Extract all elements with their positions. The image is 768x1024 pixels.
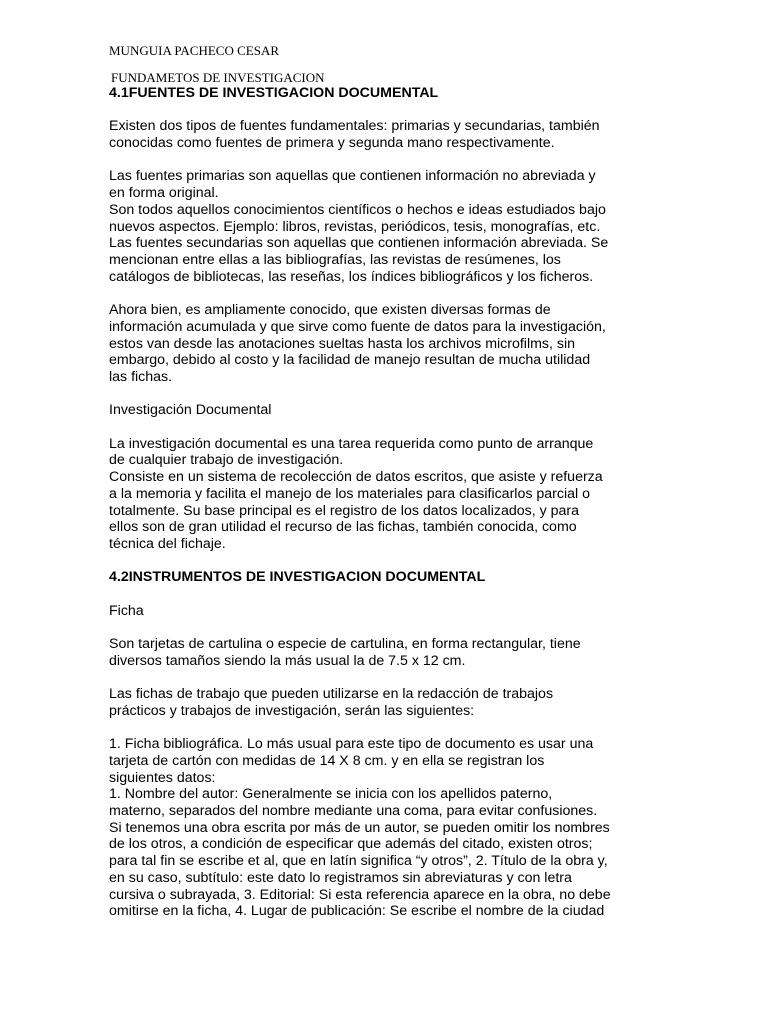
text-line: de cualquier trabajo de investigación. — [109, 452, 344, 469]
text-line: nuevos aspectos. Ejemplo: libros, revistas, periódicos, tesis, monografías, etc. — [109, 218, 601, 235]
paragraph-gap — [109, 619, 669, 636]
text-line: prácticos y trabajos de investigación, serán las siguientes: — [109, 702, 475, 719]
text-line: 1. Ficha bibliográfica. Lo más usual para este tipo de documento es usar una — [109, 736, 594, 753]
paragraph-gap — [109, 553, 669, 570]
text-line: siguientes datos: — [109, 769, 216, 786]
paragraph-ficha-bibliografica — [109, 736, 669, 920]
text-line: información acumulada y que sirve como fuente de datos para la investigación, — [109, 318, 606, 335]
text-line: técnica del fichaje. — [109, 535, 226, 552]
text-line: 1. Nombre del autor: Generalmente se inicia con los apellidos paterno, — [109, 786, 553, 803]
paragraph-gap — [109, 720, 669, 737]
text-line: Son todos aquellos conocimientos científicos o hechos e ideas estudiados bajo — [109, 201, 606, 218]
paragraph-gap — [109, 386, 669, 403]
text-line: embargo, debido al costo y la facilidad de manejo resultan de mucha utilidad — [109, 352, 591, 369]
text-line: mencionan entre ellas a las bibliografías, las revistas de resúmenes, los — [109, 252, 561, 268]
text-line: conocidas como fuentes de primera y segunda mano respectivamente. — [109, 135, 555, 152]
text-line: las fichas. — [109, 368, 173, 385]
text-line: de los otros, a condición de especificar que además del citado, existen otros; — [109, 836, 593, 853]
subheading-investigacion-documental: Investigación Documental — [109, 402, 272, 419]
text-line: materno, separados del nombre mediante una coma, para evitar confusiones. — [109, 803, 598, 820]
text-line: ellos son de gran utilidad el recurso de las fichas, también conocida, como — [109, 519, 577, 536]
paragraph-informacion-acumulada — [109, 302, 669, 386]
text-line: para tal fin se escribe et al, que en latín significa “y otros”, 2. Título de la obra y, — [109, 853, 608, 870]
text-line: diversos tamaños siendo la más usual la de 7.5 x 12 cm. — [109, 652, 466, 669]
paragraph-ficha-definicion — [109, 636, 669, 669]
text-line: catálogos de bibliotecas, las reseñas, los índices bibliográficos y los ficheros. — [109, 268, 594, 285]
text-line: totalmente. Su base principal es el registro de los datos localizados, y para — [109, 502, 580, 519]
text-line: Consiste en un sistema de recolección de datos escritos, que asiste y refuerza — [109, 469, 603, 486]
paragraph-gap — [109, 586, 669, 603]
author-name: MUNGUIA PACHECO CESAR — [109, 43, 279, 58]
text-line: en forma original. — [109, 185, 219, 202]
text-line: Son tarjetas de cartulina o especie de cartulina, en forma rectangular, tiene — [109, 636, 581, 653]
text-line: tarjeta de cartón con medidas de 14 X 8 cm. y en ella se registran los — [109, 752, 545, 769]
subheading-ficha: Ficha — [109, 602, 144, 619]
paragraph-investigacion-documental — [109, 436, 669, 553]
text-line: Si tenemos una obra escrita por más de un autor, se pueden omitir los nombres — [109, 819, 610, 836]
text-line: Las fuentes primarias son aquellas que contienen información no abreviada y — [109, 168, 596, 185]
text-line: omitirse en la ficha, 4. Lugar de publicación: Se escribe el nombre de la ciudad — [109, 903, 605, 920]
paragraph-gap — [109, 419, 669, 436]
paragraph-gap — [109, 152, 669, 169]
text-line: La investigación documental es una tarea requerida como punto de arranque — [109, 435, 594, 452]
text-line: Las fichas de trabajo que pueden utilizarse en la redacción de trabajos — [109, 686, 554, 703]
text-line: estos van desde las anotaciones sueltas hasta los archivos microfilms, sin — [109, 335, 576, 352]
course-title: FUNDAMETOS DE INVESTIGACION — [111, 70, 325, 85]
paragraph-fuentes-primarias — [109, 168, 669, 285]
document-body — [109, 85, 669, 920]
text-line: Existen dos tipos de fuentes fundamentales: primarias y secundarias, también — [109, 118, 600, 135]
text-line: cursiva o subrayada, 3. Editorial: Si esta referencia aparece en la obra, no debe — [109, 886, 611, 903]
text-line: Ahora bien, es ampliamente conocido, que existen diversas formas de — [109, 302, 551, 319]
paragraph-gap — [109, 102, 669, 119]
text-line: en su caso, subtítulo: este dato lo registramos sin abreviaturas y con letra — [109, 869, 572, 886]
paragraph-fuentes-tipos — [109, 118, 669, 151]
section-heading-4-1: 4.1FUENTES DE INVESTIGACION DOCUMENTAL — [109, 85, 439, 101]
section-heading-4-2: 4.2INSTRUMENTOS DE INVESTIGACION DOCUMENTAL — [109, 569, 486, 586]
text-line: a la memoria y facilita el manejo de los materiales para clasificarlos parcial o — [109, 485, 591, 502]
paragraph-gap — [109, 285, 669, 302]
paragraph-gap — [109, 669, 669, 686]
paragraph-fichas-trabajo — [109, 686, 669, 719]
text-line: Las fuentes secundarias son aquellas que contienen información abreviada. Se — [109, 235, 609, 252]
